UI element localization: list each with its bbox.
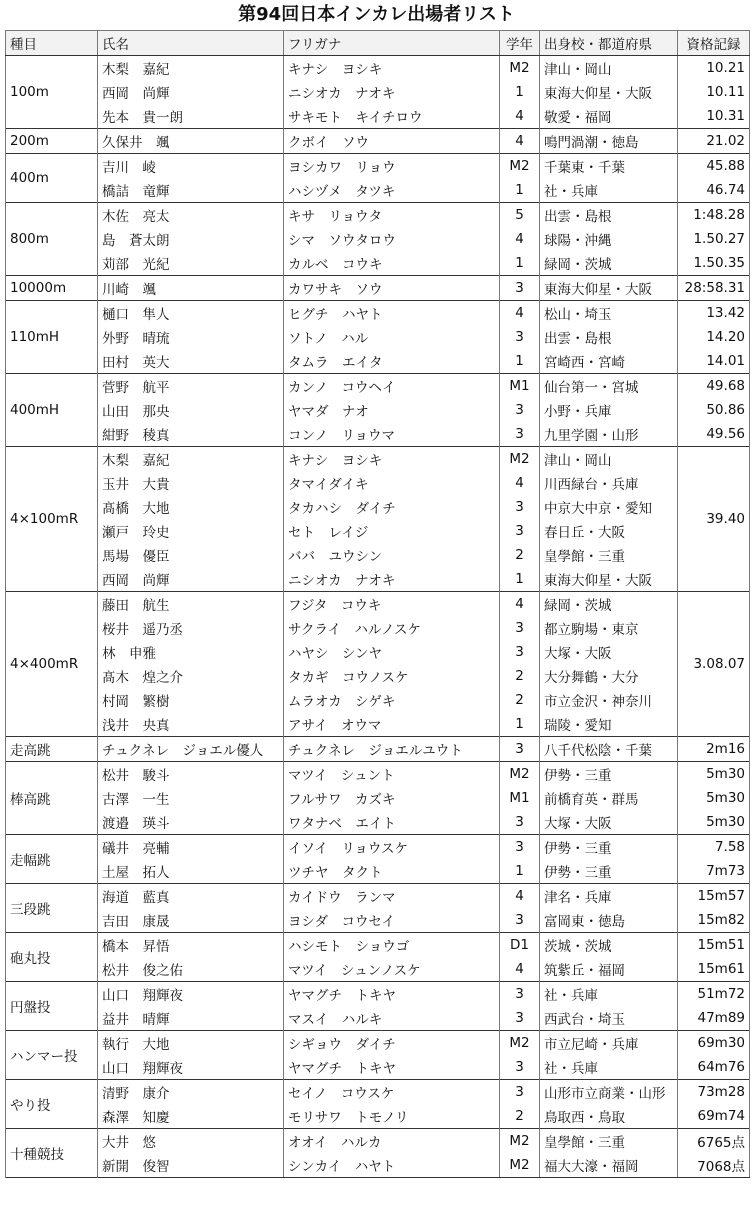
name-cell: 浅井 央真 (98, 712, 284, 737)
kana-cell: カルベ コウキ (284, 251, 500, 276)
school-cell: 富岡東・徳島 (540, 908, 678, 933)
record-cell: 14.01 (678, 349, 750, 374)
record-cell: 73m28 (678, 1080, 750, 1105)
event-cell: 砲丸投 (6, 933, 98, 982)
name-cell: 島 蒼太朗 (98, 227, 284, 251)
kana-cell: モリサワ トモノリ (284, 1104, 500, 1129)
kana-cell: コンノ リョウマ (284, 422, 500, 447)
table-row (6, 982, 750, 1007)
grade-cell: M2 (500, 762, 540, 787)
event-cell: 走高跳 (6, 737, 98, 762)
record-cell: 2m16 (678, 737, 750, 762)
grade-cell: 3 (500, 519, 540, 543)
school-cell: 大塚・大阪 (540, 640, 678, 664)
record-cell: 15m82 (678, 908, 750, 933)
grade-cell: 4 (500, 592, 540, 617)
school-cell: 中京大中京・愛知 (540, 495, 678, 519)
school-cell: 八千代松陰・千葉 (540, 737, 678, 762)
table-row (6, 688, 750, 712)
school-cell: 東海大仰星・大阪 (540, 80, 678, 104)
table-row (6, 908, 750, 933)
table-row (6, 301, 750, 326)
name-cell: 吉田 康晟 (98, 908, 284, 933)
school-cell: 出雲・島根 (540, 203, 678, 228)
kana-cell: ツチヤ タクト (284, 859, 500, 884)
table-row (6, 567, 750, 592)
school-cell: 緑岡・茨城 (540, 592, 678, 617)
school-cell: 社・兵庫 (540, 178, 678, 203)
record-cell: 7.58 (678, 835, 750, 860)
event-cell: ハンマー投 (6, 1031, 98, 1080)
kana-cell: マスイ ハルキ (284, 1006, 500, 1031)
record-cell: 5m30 (678, 786, 750, 810)
grade-cell: 3 (500, 982, 540, 1007)
header-event: 種目 (6, 31, 98, 56)
grade-cell: 1 (500, 178, 540, 203)
kana-cell: シマ ソウタロウ (284, 227, 500, 251)
record-cell: 47m89 (678, 1006, 750, 1031)
record-cell: 10.11 (678, 80, 750, 104)
grade-cell: 2 (500, 664, 540, 688)
school-cell: 都立駒場・東京 (540, 616, 678, 640)
name-cell: 髙橋 大地 (98, 495, 284, 519)
grade-cell: 1 (500, 80, 540, 104)
kana-cell: キナシ ヨシキ (284, 56, 500, 81)
table-row (6, 786, 750, 810)
kana-cell: ハシヅメ タツキ (284, 178, 500, 203)
table-row (6, 1031, 750, 1056)
name-cell: 山口 翔輝夜 (98, 1055, 284, 1080)
kana-cell: ニシオカ ナオキ (284, 80, 500, 104)
grade-cell: 1 (500, 349, 540, 374)
school-cell: 小野・兵庫 (540, 398, 678, 422)
grade-cell: 4 (500, 104, 540, 129)
school-cell: 宮崎西・宮崎 (540, 349, 678, 374)
record-cell: 28:58.31 (678, 276, 750, 301)
record-cell: 46.74 (678, 178, 750, 203)
grade-cell: 2 (500, 543, 540, 567)
kana-cell: カワサキ ソウ (284, 276, 500, 301)
table-row (6, 884, 750, 909)
table-row (6, 154, 750, 179)
table-row (6, 712, 750, 737)
event-cell: 200m (6, 129, 98, 154)
grade-cell: 3 (500, 422, 540, 447)
record-cell: 39.40 (678, 447, 750, 592)
kana-cell: アサイ オウマ (284, 712, 500, 737)
school-cell: 緑岡・茨城 (540, 251, 678, 276)
grade-cell: 5 (500, 203, 540, 228)
name-cell: 土屋 拓人 (98, 859, 284, 884)
table-row (6, 664, 750, 688)
name-cell: 紺野 稜真 (98, 422, 284, 447)
name-cell: 田村 英大 (98, 349, 284, 374)
header-name: 氏名 (98, 31, 284, 56)
kana-cell: オオイ ハルカ (284, 1129, 500, 1154)
name-cell: 木梨 嘉紀 (98, 56, 284, 81)
table-row (6, 933, 750, 958)
name-cell: 木梨 嘉紀 (98, 447, 284, 472)
name-cell: 礒井 亮輔 (98, 835, 284, 860)
grade-cell: 3 (500, 1080, 540, 1105)
name-cell: 松井 俊之佑 (98, 957, 284, 982)
school-cell: 出雲・島根 (540, 325, 678, 349)
name-cell: 新開 俊智 (98, 1153, 284, 1178)
name-cell: 馬場 優臣 (98, 543, 284, 567)
grade-cell: M2 (500, 56, 540, 81)
record-cell: 14.20 (678, 325, 750, 349)
grade-cell: M2 (500, 1129, 540, 1154)
grade-cell: 3 (500, 616, 540, 640)
record-cell: 1.50.27 (678, 227, 750, 251)
kana-cell: ハシモト ショウゴ (284, 933, 500, 958)
kana-cell: ヤマダ ナオ (284, 398, 500, 422)
kana-cell: ヨシカワ リョウ (284, 154, 500, 179)
table-row (6, 859, 750, 884)
kana-cell: ババ ユウシン (284, 543, 500, 567)
kana-cell: サキモト キイチロウ (284, 104, 500, 129)
table-row (6, 251, 750, 276)
record-cell: 45.88 (678, 154, 750, 179)
table-row (6, 592, 750, 617)
kana-cell: フジタ コウキ (284, 592, 500, 617)
table-row (6, 1104, 750, 1129)
grade-cell: D1 (500, 933, 540, 958)
name-cell: 西岡 尚輝 (98, 567, 284, 592)
record-cell: 7068点 (678, 1153, 750, 1178)
name-cell: 橋詰 竜輝 (98, 178, 284, 203)
header-record: 資格記録 (678, 31, 750, 56)
table-row (6, 495, 750, 519)
kana-cell: ヤマグチ トキヤ (284, 982, 500, 1007)
school-cell: 津名・兵庫 (540, 884, 678, 909)
record-cell: 13.42 (678, 301, 750, 326)
name-cell: チュクネレ ジョエル優人 (98, 737, 284, 762)
table-row (6, 616, 750, 640)
kana-cell: ヤマグチ トキヤ (284, 1055, 500, 1080)
record-cell: 15m61 (678, 957, 750, 982)
record-cell: 69m74 (678, 1104, 750, 1129)
name-cell: 菅野 航平 (98, 374, 284, 399)
table-row (6, 447, 750, 472)
event-cell: 走幅跳 (6, 835, 98, 884)
table-row (6, 129, 750, 154)
name-cell: 樋口 隼人 (98, 301, 284, 326)
name-cell: 久保井 颯 (98, 129, 284, 154)
grade-cell: 1 (500, 859, 540, 884)
kana-cell: ソトノ ハル (284, 325, 500, 349)
record-cell: 1.50.35 (678, 251, 750, 276)
kana-cell: タマイダイキ (284, 471, 500, 495)
record-cell: 5m30 (678, 762, 750, 787)
school-cell: 東海大仰星・大阪 (540, 567, 678, 592)
grade-cell: 2 (500, 1104, 540, 1129)
kana-cell: セト レイジ (284, 519, 500, 543)
record-cell: 1:48.28 (678, 203, 750, 228)
event-cell: 円盤投 (6, 982, 98, 1031)
kana-cell: キサ リョウタ (284, 203, 500, 228)
kana-cell: セイノ コウスケ (284, 1080, 500, 1105)
school-cell: 伊勢・三重 (540, 762, 678, 787)
school-cell: 茨城・茨城 (540, 933, 678, 958)
event-cell: やり投 (6, 1080, 98, 1129)
grade-cell: 1 (500, 251, 540, 276)
header-grade: 学年 (500, 31, 540, 56)
grade-cell: 4 (500, 471, 540, 495)
school-cell: 西武台・埼玉 (540, 1006, 678, 1031)
name-cell: 吉川 崚 (98, 154, 284, 179)
kana-cell: カンノ コウヘイ (284, 374, 500, 399)
name-cell: 山田 那央 (98, 398, 284, 422)
kana-cell: シギョウ ダイチ (284, 1031, 500, 1056)
name-cell: 苅部 光紀 (98, 251, 284, 276)
record-cell: 15m57 (678, 884, 750, 909)
school-cell: 前橋育英・群馬 (540, 786, 678, 810)
table-row (6, 178, 750, 203)
name-cell: 川崎 颯 (98, 276, 284, 301)
grade-cell: 2 (500, 688, 540, 712)
record-cell: 7m73 (678, 859, 750, 884)
grade-cell: 4 (500, 227, 540, 251)
table-row (6, 957, 750, 982)
grade-cell: 3 (500, 737, 540, 762)
name-cell: 渡邉 瑛斗 (98, 810, 284, 835)
school-cell: 大分舞鶴・大分 (540, 664, 678, 688)
school-cell: 鳥取西・鳥取 (540, 1104, 678, 1129)
grade-cell: 3 (500, 398, 540, 422)
school-cell: 山形市立商業・山形 (540, 1080, 678, 1105)
name-cell: 清野 康介 (98, 1080, 284, 1105)
kana-cell: マツイ シュンノスケ (284, 957, 500, 982)
grade-cell: 4 (500, 884, 540, 909)
grade-cell: 4 (500, 957, 540, 982)
school-cell: 津山・岡山 (540, 447, 678, 472)
page-title: 第94回日本インカレ出場者リスト (238, 4, 515, 25)
grade-cell: 1 (500, 567, 540, 592)
table-row (6, 80, 750, 104)
table-row (6, 762, 750, 787)
table-row (6, 835, 750, 860)
event-cell: 400m (6, 154, 98, 203)
header-kana: フリガナ (284, 31, 500, 56)
name-cell: 木佐 亮太 (98, 203, 284, 228)
table-row (6, 276, 750, 301)
grade-cell: M1 (500, 786, 540, 810)
record-cell: 10.21 (678, 56, 750, 81)
table-row (6, 471, 750, 495)
school-cell: 伊勢・三重 (540, 859, 678, 884)
name-cell: 桜井 遥乃丞 (98, 616, 284, 640)
school-cell: 社・兵庫 (540, 1055, 678, 1080)
table-row (6, 203, 750, 228)
table-row (6, 227, 750, 251)
grade-cell: 3 (500, 495, 540, 519)
kana-cell: シンカイ ハヤト (284, 1153, 500, 1178)
grade-cell: M2 (500, 1031, 540, 1056)
table-row (6, 543, 750, 567)
school-cell: 東海大仰星・大阪 (540, 276, 678, 301)
event-cell: 400mH (6, 374, 98, 447)
kana-cell: ニシオカ ナオキ (284, 567, 500, 592)
name-cell: 古澤 一生 (98, 786, 284, 810)
record-cell: 10.31 (678, 104, 750, 129)
table-row (6, 374, 750, 399)
kana-cell: ヒグチ ハヤト (284, 301, 500, 326)
record-cell: 50.86 (678, 398, 750, 422)
event-cell: 4×100mR (6, 447, 98, 592)
school-cell: 社・兵庫 (540, 982, 678, 1007)
kana-cell: クボイ ソウ (284, 129, 500, 154)
record-cell: 69m30 (678, 1031, 750, 1056)
grade-cell: 3 (500, 835, 540, 860)
name-cell: 西岡 尚輝 (98, 80, 284, 104)
kana-cell: タムラ エイタ (284, 349, 500, 374)
participants-table (5, 30, 750, 1178)
name-cell: 橋本 昇悟 (98, 933, 284, 958)
name-cell: 山口 翔輝夜 (98, 982, 284, 1007)
school-cell: 伊勢・三重 (540, 835, 678, 860)
record-cell: 15m51 (678, 933, 750, 958)
grade-cell: 3 (500, 325, 540, 349)
name-cell: 海道 藍真 (98, 884, 284, 909)
table-row (6, 398, 750, 422)
school-cell: 球陽・沖縄 (540, 227, 678, 251)
school-cell: 瑞陵・愛知 (540, 712, 678, 737)
school-cell: 皇學館・三重 (540, 1129, 678, 1154)
kana-cell: ムラオカ シゲキ (284, 688, 500, 712)
table-row (6, 1129, 750, 1154)
school-cell: 千葉東・千葉 (540, 154, 678, 179)
school-cell: 皇學館・三重 (540, 543, 678, 567)
kana-cell: タカハシ ダイチ (284, 495, 500, 519)
grade-cell: 3 (500, 810, 540, 835)
kana-cell: フルサワ カズキ (284, 786, 500, 810)
name-cell: 玉井 大貴 (98, 471, 284, 495)
table-row (6, 737, 750, 762)
school-cell: 市立金沢・神奈川 (540, 688, 678, 712)
kana-cell: イソイ リョウスケ (284, 835, 500, 860)
record-cell: 6765点 (678, 1129, 750, 1154)
table-row (6, 1055, 750, 1080)
grade-cell: 3 (500, 640, 540, 664)
kana-cell: キナシ ヨシキ (284, 447, 500, 472)
name-cell: 村岡 繁樹 (98, 688, 284, 712)
name-cell: 大井 悠 (98, 1129, 284, 1154)
kana-cell: サクライ ハルノスケ (284, 616, 500, 640)
kana-cell: ヨシダ コウセイ (284, 908, 500, 933)
table-row (6, 422, 750, 447)
grade-cell: 3 (500, 908, 540, 933)
school-cell: 九里学園・山形 (540, 422, 678, 447)
table-row (6, 1153, 750, 1178)
name-cell: 藤田 航生 (98, 592, 284, 617)
record-cell: 51m72 (678, 982, 750, 1007)
school-cell: 鳴門渦潮・徳島 (540, 129, 678, 154)
table-row (6, 1080, 750, 1105)
name-cell: 益井 晴輝 (98, 1006, 284, 1031)
event-cell: 10000m (6, 276, 98, 301)
grade-cell: M1 (500, 374, 540, 399)
grade-cell: M2 (500, 447, 540, 472)
school-cell: 筑紫丘・福岡 (540, 957, 678, 982)
kana-cell: マツイ シュント (284, 762, 500, 787)
kana-cell: タカギ コウノスケ (284, 664, 500, 688)
name-cell: 外野 晴琉 (98, 325, 284, 349)
event-cell: 三段跳 (6, 884, 98, 933)
table-header-row (6, 31, 750, 56)
kana-cell: ワタナベ エイト (284, 810, 500, 835)
grade-cell: M2 (500, 154, 540, 179)
grade-cell: 3 (500, 1055, 540, 1080)
name-cell: 先本 貴一朗 (98, 104, 284, 129)
table-body (6, 56, 750, 1178)
record-cell: 21.02 (678, 129, 750, 154)
record-cell: 5m30 (678, 810, 750, 835)
school-cell: 福大大濠・福岡 (540, 1153, 678, 1178)
name-cell: 松井 駿斗 (98, 762, 284, 787)
school-cell: 市立尼崎・兵庫 (540, 1031, 678, 1056)
grade-cell: 3 (500, 1006, 540, 1031)
name-cell: 瀬戸 玲史 (98, 519, 284, 543)
grade-cell: 4 (500, 301, 540, 326)
name-cell: 林 申雅 (98, 640, 284, 664)
table-row (6, 349, 750, 374)
school-cell: 津山・岡山 (540, 56, 678, 81)
table-row (6, 640, 750, 664)
school-cell: 川西緑台・兵庫 (540, 471, 678, 495)
school-cell: 敬愛・福岡 (540, 104, 678, 129)
table-row (6, 519, 750, 543)
record-cell: 3.08.07 (678, 592, 750, 737)
event-cell: 110mH (6, 301, 98, 374)
kana-cell: ハヤシ シンヤ (284, 640, 500, 664)
table-row (6, 104, 750, 129)
event-cell: 棒高跳 (6, 762, 98, 835)
school-cell: 大塚・大阪 (540, 810, 678, 835)
grade-cell: 1 (500, 712, 540, 737)
school-cell: 春日丘・大阪 (540, 519, 678, 543)
name-cell: 森澤 知慶 (98, 1104, 284, 1129)
table-row (6, 1006, 750, 1031)
record-cell: 64m76 (678, 1055, 750, 1080)
header-school: 出身校・都道府県 (540, 31, 678, 56)
kana-cell: チュクネレ ジョエルユウト (284, 737, 500, 762)
event-cell: 100m (6, 56, 98, 129)
event-cell: 4×400mR (6, 592, 98, 737)
kana-cell: カイドウ ランマ (284, 884, 500, 909)
grade-cell: 3 (500, 276, 540, 301)
record-cell: 49.56 (678, 422, 750, 447)
table-row (6, 325, 750, 349)
record-cell: 49.68 (678, 374, 750, 399)
name-cell: 執行 大地 (98, 1031, 284, 1056)
event-cell: 十種競技 (6, 1129, 98, 1178)
grade-cell: M2 (500, 1153, 540, 1178)
name-cell: 髙木 煌之介 (98, 664, 284, 688)
event-cell: 800m (6, 203, 98, 276)
grade-cell: 4 (500, 129, 540, 154)
table-row (6, 810, 750, 835)
school-cell: 仙台第一・宮城 (540, 374, 678, 399)
school-cell: 松山・埼玉 (540, 301, 678, 326)
table-row (6, 56, 750, 81)
